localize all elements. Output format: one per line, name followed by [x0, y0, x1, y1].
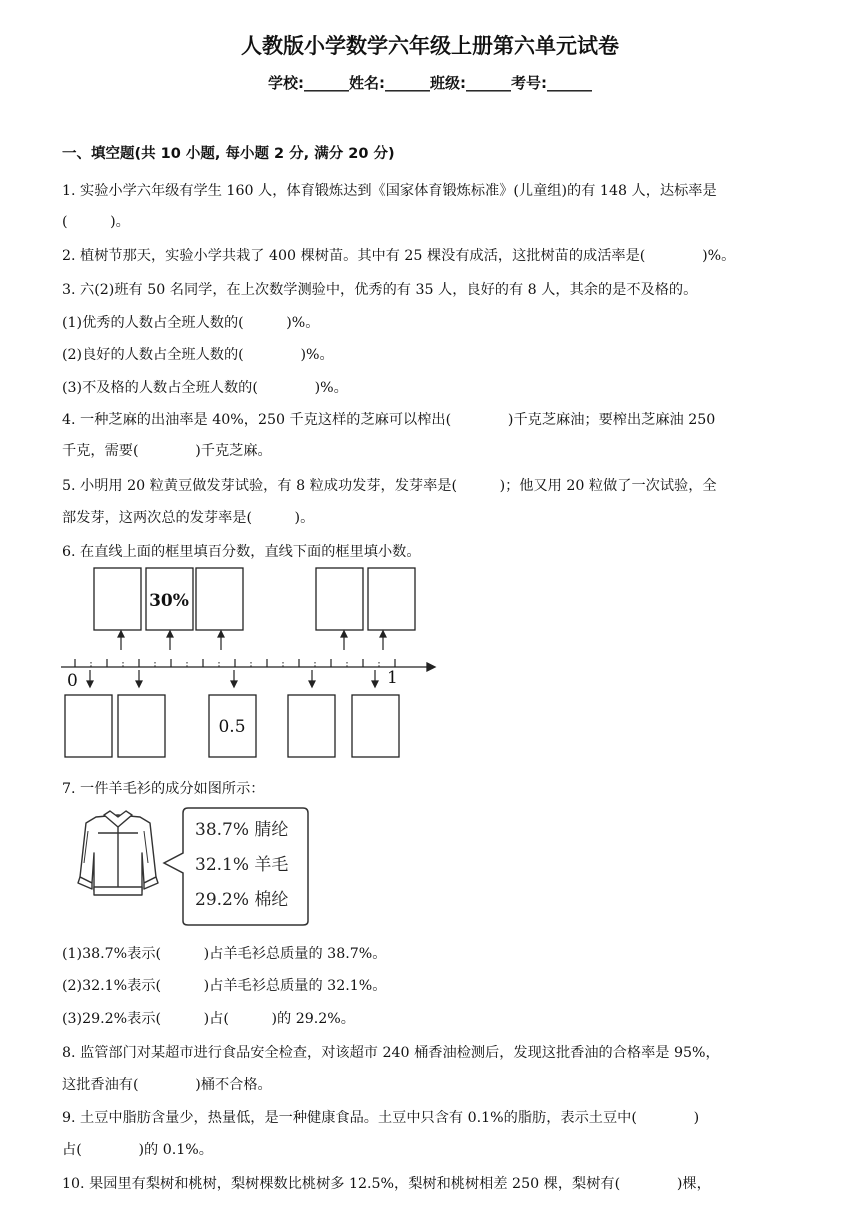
composition-item: 32.1% 羊毛 — [195, 855, 289, 875]
question-10: 10. 果园里有梨树和桃树，梨树棵数比桃树多 12.5%，梨树和桃树相差 250 棵，梨树有( )棵， — [62, 1176, 711, 1192]
number-line-one-label: 1 — [387, 668, 398, 688]
sweater-icon — [78, 811, 158, 895]
question-6: 6. 在直线上面的框里填百分数，直线下面的框里填小数。 — [62, 544, 421, 560]
question-8-line-2: 这批香油有( )桶不合格。 — [62, 1077, 272, 1093]
question-1-line-2: ( )。 — [62, 214, 130, 230]
section-heading: 一、填空题(共 10 小题, 每小题 2 分, 满分 20 分) — [62, 146, 395, 162]
question-3-part-1: (1)优秀的人数占全班人数的( )%。 — [62, 315, 320, 331]
number-line-figure — [55, 562, 445, 762]
question-2: 2. 植树节那天，实验小学共栽了 400 棵树苗。其中有 25 棵没有成活，这批树苗的成活率是( )%。 — [62, 248, 736, 264]
question-4-line-1: 4. 一种芝麻的出油率是 40%，250 千克这样的芝麻可以榨出( )千克芝麻油；要榨出芝麻油 250 — [62, 412, 716, 428]
question-5-line-2: 部发芽，这两次总的发芽率是( )。 — [62, 510, 315, 526]
question-1-line-1: 1. 实验小学六年级有学生 160 人，体育锻炼达到《国家体育锻炼标准》(儿童组)的有 148 人，达标率是 — [62, 183, 717, 199]
top-answer-box — [94, 568, 141, 630]
given-decimal-value: 0.5 — [218, 717, 246, 737]
page-title: 人教版小学数学六年级上册第六单元试卷 — [241, 34, 619, 58]
bottom-answer-box — [65, 695, 112, 757]
bottom-answer-box — [288, 695, 335, 757]
composition-item: 29.2% 棉纶 — [195, 890, 289, 910]
question-7: 7. 一件羊毛衫的成分如图所示： — [62, 781, 265, 797]
question-9-line-1: 9. 土豆中脂肪含量少，热量低，是一种健康食品。土豆中只含有 0.1%的脂肪，表示土豆中( ) — [62, 1110, 700, 1126]
question-5-line-1: 5. 小明用 20 粒黄豆做发芽试验，有 8 粒成功发芽，发芽率是( )；他又用 20 粒做了一次试验，全 — [62, 478, 717, 494]
composition-item: 38.7% 腈纶 — [195, 820, 289, 840]
number-line-zero-label: 0 — [67, 671, 78, 691]
question-3: 3. 六(2)班有 50 名同学，在上次数学测验中，优秀的有 35 人，良好的有 8 人，其余的是不及格的。 — [62, 282, 698, 298]
given-percent-value: 30% — [149, 591, 189, 611]
bottom-answer-box — [352, 695, 399, 757]
top-answer-box — [316, 568, 363, 630]
top-answer-box — [196, 568, 243, 630]
student-info-line: 学校:______姓名:______班级:______考号:______ — [268, 74, 592, 92]
question-7-part-3: (3)29.2%表示( )占( )的 29.2%。 — [62, 1011, 355, 1027]
bottom-answer-box — [118, 695, 165, 757]
question-7-part-1: (1)38.7%表示( )占羊毛衫总质量的 38.7%。 — [62, 946, 387, 962]
question-3-part-3: (3)不及格的人数占全班人数的( )%。 — [62, 380, 348, 396]
question-3-part-2: (2)良好的人数占全班人数的( )%。 — [62, 347, 334, 363]
question-4-line-2: 千克，需要( )千克芝麻。 — [62, 443, 272, 459]
question-7-part-2: (2)32.1%表示( )占羊毛衫总质量的 32.1%。 — [62, 978, 387, 994]
sweater-figure — [58, 803, 313, 928]
top-answer-box — [368, 568, 415, 630]
question-9-line-2: 占( )的 0.1%。 — [62, 1142, 213, 1158]
question-8-line-1: 8. 监管部门对某超市进行食品安全检查，对该超市 240 桶香油检测后，发现这批香油的合格率是 95%， — [62, 1045, 720, 1061]
